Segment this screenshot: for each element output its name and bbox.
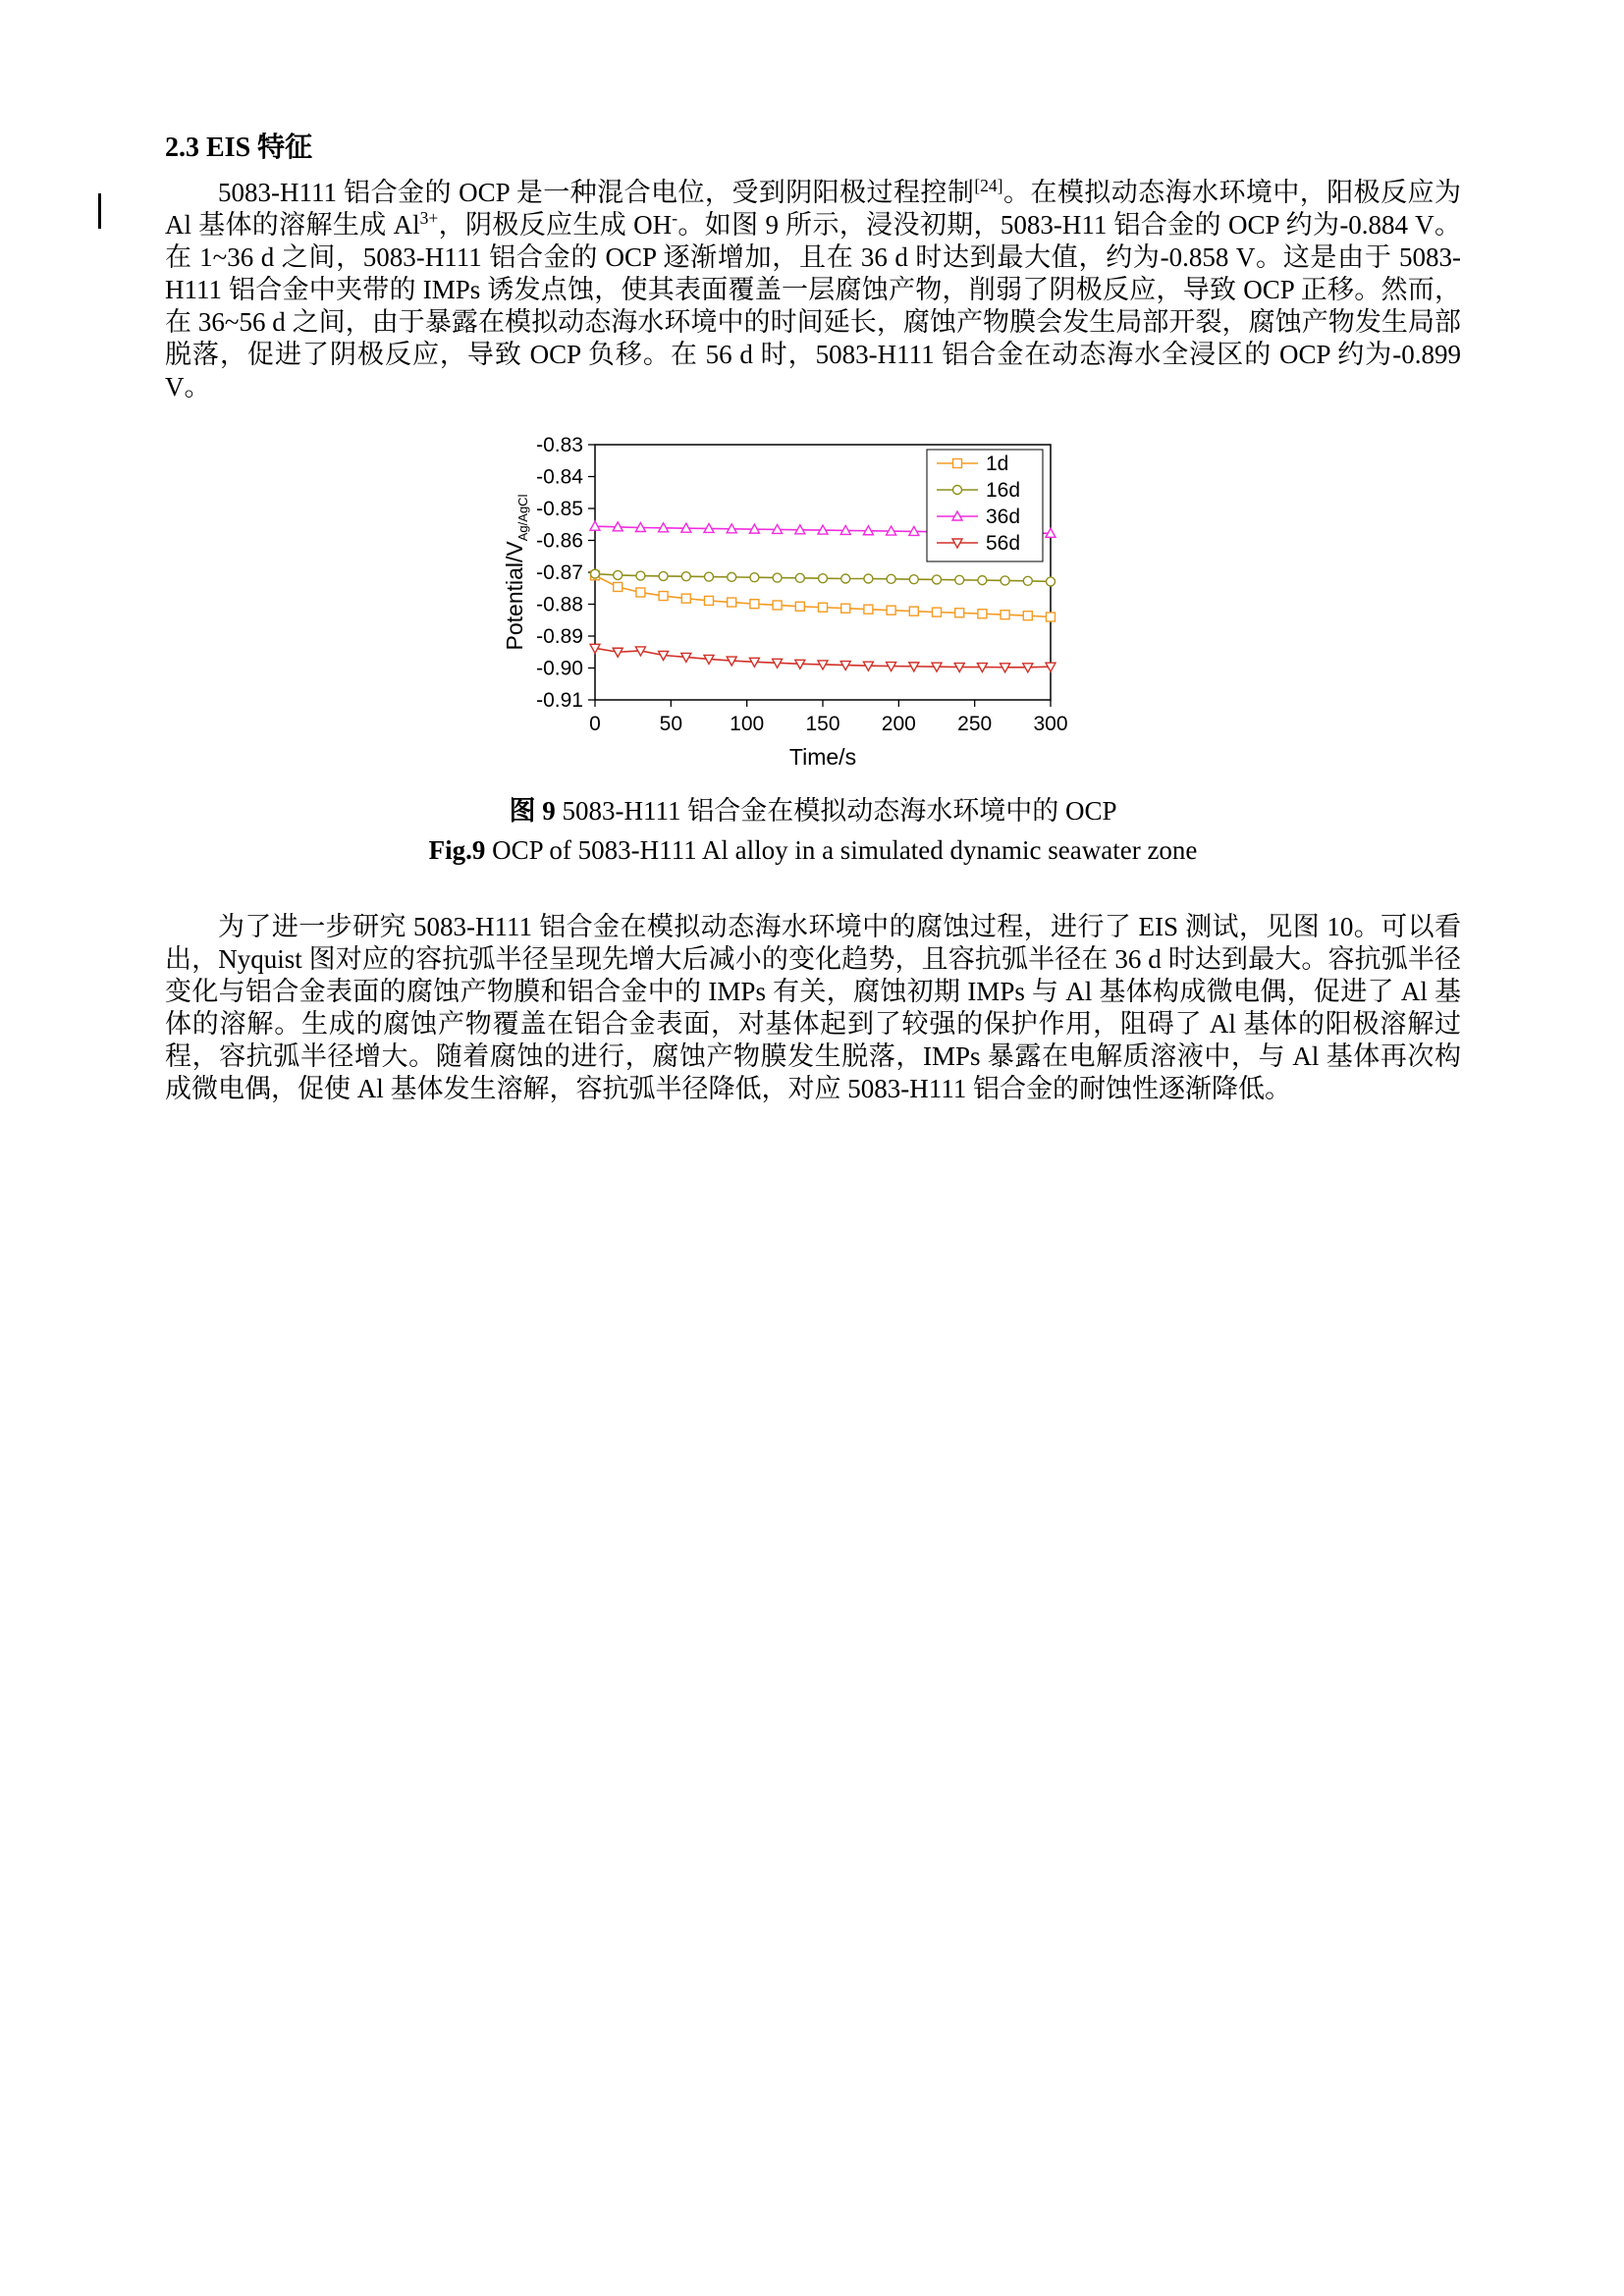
figure-9	[165, 431, 1461, 868]
svg-text:16d: 16d	[986, 479, 1021, 502]
svg-text:200: 200	[881, 713, 916, 735]
svg-text:Potential/VAg/AgCl: Potential/$V_{Ag/AgCl}$	[502, 494, 530, 651]
svg-text:-0.90: -0.90	[536, 657, 583, 680]
svg-text:0: 0	[589, 713, 601, 735]
svg-text:36d: 36d	[986, 506, 1021, 528]
svg-text:-0.89: -0.89	[536, 625, 583, 648]
paragraph-eis-analysis: 为了进一步研究 5083-H111 铝合金在模拟动态海水环境中的腐蚀过程，进行了 EIS 测试，见图 10。可以看出，Nyquist 图对应的容抗弧半径呈现先增大后减小的变化趋势，且容抗弧半径在 36 d 时达到最大。容抗弧半径变化与铝合金表面的腐蚀产物膜和铝合金中的 IMPs 有关，腐蚀初期 IMPs 与 Al 基体构成微电偶，促进了 Al 基体的溶解。生成的腐蚀产物覆盖在铝合金表面，对基体起到了较强的保护作用，阻碍了 Al 基体的阳极溶解过程，容抗弧半径增大。随着腐蚀的进行，腐蚀产物膜发生脱落，IMPs 暴露在电解质溶液中，与 Al 基体再次构成微电偶，促使 Al 基体发生溶解，容抗弧半径降低，对应 5083-H111 铝合金的耐蚀性逐渐降低。	[165, 912, 1461, 1103]
page-content	[165, 126, 1461, 1105]
svg-text:1d: 1d	[986, 453, 1009, 475]
figure-caption-zh-text: 5083-H111 铝合金在模拟动态海水环境中的 OCP	[555, 796, 1117, 826]
section-heading: 2.3 EIS 特征	[165, 133, 313, 163]
figure-caption-en-label: Fig.9	[428, 835, 486, 865]
svg-text:-0.83: -0.83	[536, 434, 583, 456]
figure-caption-en	[165, 832, 1461, 868]
svg-text:-0.87: -0.87	[536, 561, 583, 584]
svg-text:-0.91: -0.91	[536, 689, 583, 712]
svg-text:-0.86: -0.86	[536, 529, 583, 553]
svg-text:50: 50	[659, 713, 683, 735]
svg-text:300: 300	[1033, 713, 1068, 735]
revision-change-bar	[98, 193, 101, 229]
svg-text:Time/s: Time/s	[788, 744, 857, 770]
figure-caption-en-text: OCP of 5083-H111 Al alloy in a simulated dynamic seawater zone	[485, 835, 1198, 865]
svg-text:-0.84: -0.84	[536, 465, 583, 489]
svg-text:150: 150	[805, 713, 840, 735]
figure-caption-zh-label: 图 9	[509, 796, 556, 826]
paragraph-ocp-analysis: 5083-H111 铝合金的 OCP 是一种混合电位，受到阴阳极过程控制[24]。在模拟动态海水环境中，阳极反应为 Al 基体的溶解生成 $Al^{3+}$，阴极反应生成 OH-。如图 9 所示，浸没初期，5083-H11 铝合金的 OCP 约为-0.884 V。在 1~36 d 之间，5083-H111 铝合金的 OCP 逐渐增加，且在 36 d 时达到最大值，约为-0.858 V。这是由于 5083-H111 铝合金中夹带的 IMPs 诱发点蚀，使其表面覆盖一层腐蚀产物，削弱了阴极反应，导致 OCP 正移。然而，在 36~56 d 之间，由于暴露在模拟动态海水环境中的时间延长，腐蚀产物膜会发生局部开裂，腐蚀产物发生局部脱落，促进了阴极反应，导致 OCP 负移。在 56 d 时，5083-H111 铝合金在动态海水全浸区的 OCP 约为-0.899 V。	[165, 176, 1462, 401]
svg-text:250: 250	[957, 713, 993, 735]
figure-caption-zh	[165, 793, 1461, 828]
svg-text:-0.88: -0.88	[536, 593, 583, 616]
svg-text:56d: 56d	[986, 532, 1021, 555]
ocp-line-chart	[499, 431, 1068, 776]
svg-text:100: 100	[730, 713, 765, 735]
ocp-chart-wrap	[499, 431, 1068, 781]
svg-text:-0.85: -0.85	[536, 498, 583, 520]
